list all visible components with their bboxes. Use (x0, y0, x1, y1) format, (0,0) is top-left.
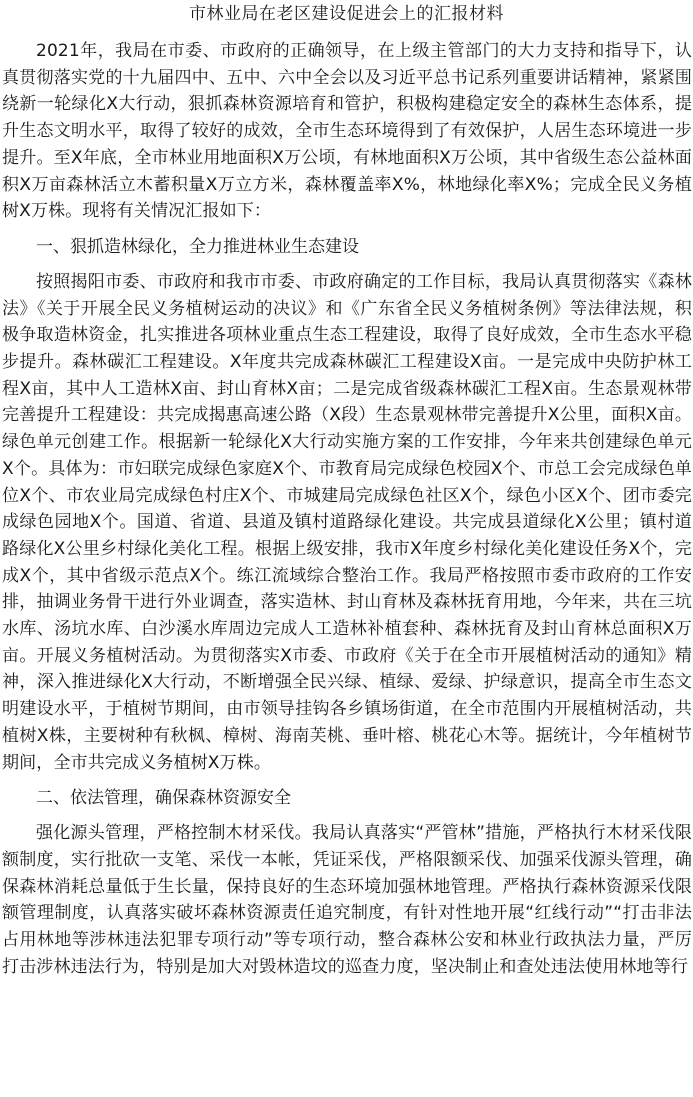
section-2-heading: 二、依法管理，确保森林资源安全 (36, 788, 291, 809)
intro-paragraph: 2021年，我局在市委、市政府的正确领导，在上级主管部门的大力支持和指导下，认真贯彻落实党的十九届四中、五中、六中全会以及习近平总书记系列重要讲话精神，紧紧围绕新一轮绿化X大行动，狠抓森林资源培育和管护，积极构建稳定安全的森林生态体系，提升生态文明水平，取得了较好的成效，全市生态环境得到了有效保护，人居生态环境进一步提升。至X年底，全市林业用地面积X万公顷，有林地面积X万公顷，其中省级生态公益林面积X万亩森林活立木蓄积量X万立方米，森林覆盖率X%，林地绿化率X%；完成全民义务植树X万株。现将有关情况汇报如下： (2, 41, 692, 222)
document-body (2, 38, 692, 981)
section-1-heading: 一、狠抓造林绿化，全力推进林业生态建设 (36, 236, 359, 257)
section-2-paragraph: 强化源头管理，严格控制木材采伐。我局认真落实“严管林”措施，严格执行木材采伐限额制度，实行批砍一支笔、采伐一本帐，凭证采伐，严格限额采伐、加强采伐源头管理，确保森林消耗总量低于生长量，保持良好的生态环境加强林地管理。严格执行森林资源采伐限额管理制度，认真落实破坏森林资源责任追究制度，有针对性地开展“红线行动”“打击非法占用林地等涉林违法犯罪专项行动”等专项行动，整合森林公安和林业行政执法力量，严厉打击涉林违法行为，特别是加大对毁林造坟的巡查力度，坚决制止和查处违法使用林地等行 (2, 823, 692, 977)
section-1-paragraph: 按照揭阳市委、市政府和我市市委、市政府确定的工作目标，我局认真贯彻落实《森林法》《关于开展全民义务植树运动的决议》和《广东省全民义务植树条例》等法律法规，积极争取造林资金，扎实推进各项林业重点生态工程建设，取得了良好成效，全市生态水平稳步提升。森林碳汇工程建设。X年度共完成森林碳汇工程建设X亩。一是完成中央防护林工程X亩，其中人工造林X亩、封山育林X亩；二是完成省级森林碳汇工程X亩。生态景观林带完善提升工程建设：共完成揭惠高速公路（X段）生态景观林带完善提升X公里，面积X亩。绿色单元创建工作。根据新一轮绿化X大行动实施方案的工作安排，今年来共创建绿色单元X个。具体为：市妇联完成绿色家庭X个、市教育局完成绿色校园X个、市总工会完成绿色单位X个、市农业局完成绿色村庄X个、市城建局完成绿色社区X个，绿色小区X个、团市委完成绿色园地X个。国道、省道、县道及镇村道路绿化建设。共完成县道绿化X公里；镇村道路绿化X公里乡村绿化美化工程。根据上级安排，我市X年度乡村绿化美化建设任务X个，完成X个，其中省级示范点X个。练江流域综合整治工作。我局严格按照市委市政府的工作安排，抽调业务骨干进行外业调查，落实造林、封山育林及森林抚育用地，今年来，共在三坑水库、汤坑水库、白沙溪水库周边完成人工造林补植套种、森林抚育及封山育林总面积X万亩。开展义务植树活动。为贯彻落实X市委、市政府《关于在全市开展植树活动的通知》精神，深入推进绿化X大行动，不断增强全民兴绿、植绿、爱绿、护绿意识，提高全市生态文明建设水平，于植树节期间，由市领导挂钩各乡镇场街道，在全市范围内开展植树活动，共植树X株，主要树种有秋枫、樟树、海南芙桃、垂叶榕、桃花心木等。据统计，今年植树节期间，全市共完成义务植树X万株。 (2, 271, 692, 773)
document-title: 市林业局在老区建设促进会上的汇报材料 (189, 4, 504, 24)
